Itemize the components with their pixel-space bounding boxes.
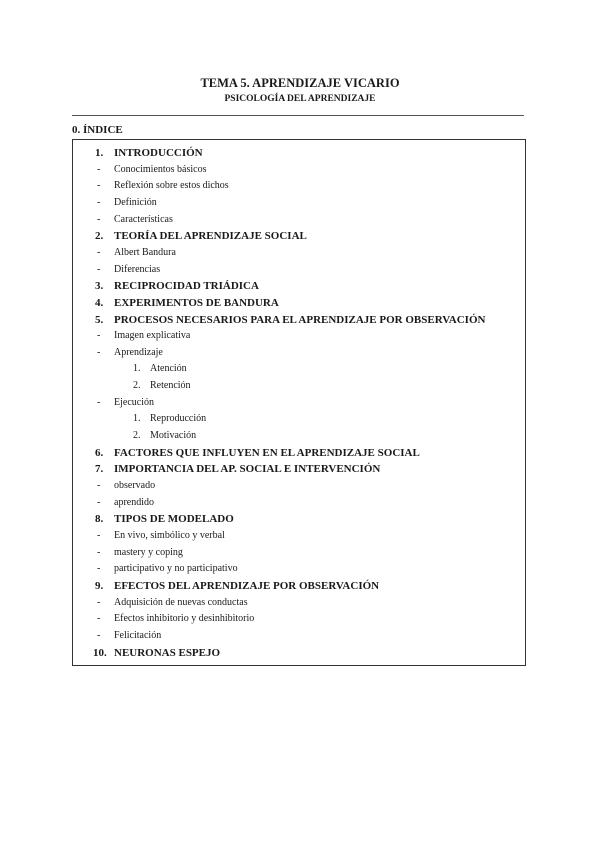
item-text: EFECTOS DEL APRENDIZAJE POR OBSERVACIÓN (114, 579, 380, 592)
item-text: Atención (150, 363, 187, 375)
bullet-dash: - (97, 480, 101, 491)
bullet-dash: - (97, 563, 101, 575)
bullet-dash: - (97, 330, 101, 342)
bullet-dash: - (97, 213, 101, 225)
item-text: participativo y no participativo (114, 563, 238, 575)
item-text: Imagen explicativa (114, 330, 191, 342)
item-text: observado (114, 480, 156, 491)
item-text: Efectos inhibitorio y desinhibitorio (114, 613, 255, 625)
item-number: 5. (95, 313, 104, 326)
item-text: FACTORES QUE INFLUYEN EN EL APRENDIZAJE SOCIAL (114, 446, 420, 459)
item-text: PROCESOS NECESARIOS PARA EL APRENDIZAJE POR OBSERVACIÓN (114, 313, 486, 326)
item-text: Adquisición de nuevas conductas (114, 596, 248, 608)
header-divider (72, 115, 524, 116)
bullet-dash: - (97, 163, 101, 175)
item-text: RECIPROCIDAD TRIÁDICA (114, 280, 259, 293)
bullet-dash: - (97, 263, 101, 275)
index-box (72, 139, 526, 666)
item-text: Aprendizaje (114, 346, 163, 358)
item-text: INTRODUCCIÓN (114, 147, 203, 159)
index-heading: 0. ÍNDICE (72, 124, 123, 136)
item-number: 2. (133, 380, 141, 392)
item-text: aprendido (114, 496, 154, 508)
item-number: 3. (95, 280, 104, 293)
item-number: 9. (95, 579, 104, 592)
bullet-dash: - (97, 196, 101, 208)
item-text: Retención (150, 380, 191, 392)
item-text: En vivo, simbólico y verbal (114, 529, 225, 541)
item-text: mastery y coping (114, 546, 183, 558)
item-number: 4. (95, 296, 104, 309)
item-text: TIPOS DE MODELADO (114, 513, 234, 526)
item-number: 8. (95, 513, 104, 526)
item-text: Conocimientos básicos (114, 163, 207, 175)
item-number: 2. (133, 430, 141, 442)
item-text: Motivación (150, 430, 197, 442)
bullet-dash: - (97, 246, 101, 258)
document-subtitle: PSICOLOGÍA DEL APRENDIZAJE (224, 94, 376, 104)
item-text: IMPORTANCIA DEL AP. SOCIAL E INTERVENCIÓN (114, 463, 381, 476)
item-number: 7. (95, 463, 104, 476)
bullet-dash: - (97, 396, 101, 408)
item-text: Ejecución (114, 396, 154, 408)
item-text: Diferencias (114, 263, 161, 275)
item-text: Felicitación (114, 629, 162, 641)
bullet-dash: - (97, 596, 101, 608)
item-text: NEURONAS ESPEJO (114, 646, 221, 659)
item-number: 1. (133, 363, 141, 375)
item-text: Características (114, 213, 173, 225)
item-number: 6. (95, 446, 104, 459)
item-number: 10. (93, 646, 107, 659)
bullet-dash: - (97, 496, 101, 508)
bullet-dash: - (97, 346, 101, 358)
item-number: 1. (133, 413, 141, 425)
document-title: TEMA 5. APRENDIZAJE VICARIO (200, 76, 400, 90)
item-text: Reproducción (150, 413, 207, 425)
item-text: Definición (114, 196, 157, 208)
item-text: Albert Bandura (114, 246, 176, 258)
bullet-dash: - (97, 180, 101, 192)
bullet-dash: - (97, 629, 101, 641)
item-text: TEORÍA DEL APRENDIZAJE SOCIAL (114, 230, 307, 243)
bullet-dash: - (97, 529, 101, 541)
bullet-dash: - (97, 613, 101, 625)
item-number: 1. (95, 147, 104, 159)
item-text: Reflexión sobre estos dichos (114, 180, 229, 192)
item-number: 2. (95, 230, 104, 243)
bullet-dash: - (97, 546, 101, 558)
item-text: EXPERIMENTOS DE BANDURA (114, 296, 279, 309)
